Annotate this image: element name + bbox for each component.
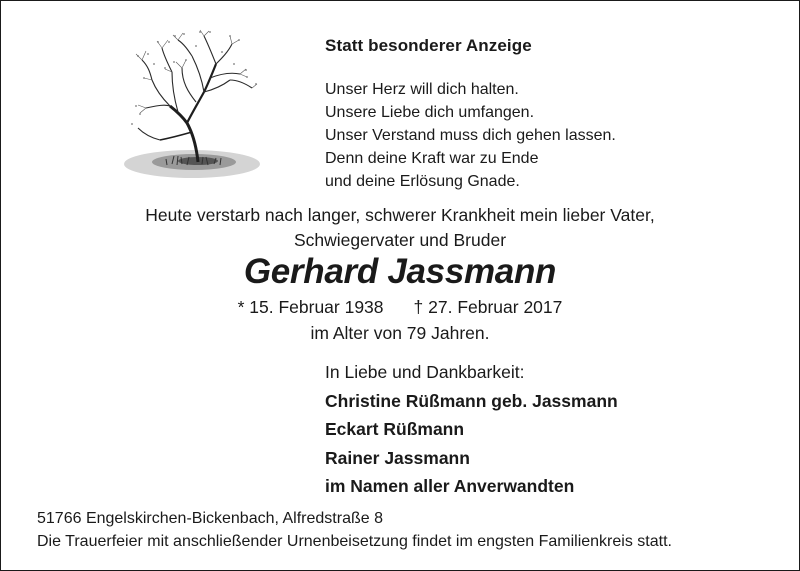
poem-line: Unser Verstand muss dich gehen lassen. [325,127,616,144]
announcement-line: Heute verstarb nach langer, schwerer Krankheit mein lieber Vater, [145,205,655,225]
poem-line: und deine Erlösung Gnade. [325,173,520,190]
notice-footer [37,507,672,553]
mourners-block [325,358,618,501]
death-announcement [0,203,800,253]
notice-heading: Statt besonderer Anzeige [325,36,532,55]
announcement-line: Schwiegervater und Bruder [293,230,507,250]
funeral-note: Die Trauerfeier mit anschließender Urnenbeisetzung findet im engsten Familienkreis statt. [37,533,672,550]
mourner-name: im Namen aller Anverwandten [325,476,575,496]
deceased-name: Gerhard Jassmann [243,252,557,291]
poem-line: Unser Herz will dich halten. [325,81,519,98]
poem-line: Unsere Liebe dich umfangen. [325,104,535,121]
family-address: 51766 Engelskirchen-Bickenbach, Alfredstraße 8 [37,510,383,527]
poem-line: Denn deine Kraft war zu Ende [325,150,539,167]
mourners-lead: In Liebe und Dankbarkeit: [325,362,525,382]
birth-date: * 15. Februar 1938 [237,297,384,317]
mourner-name: Eckart Rüßmann [325,419,465,439]
death-date: † 27. Februar 2017 [413,297,563,317]
mourner-name: Rainer Jassmann [325,447,470,468]
mourner-name: Christine Rüßmann geb. Jassmann [325,390,618,411]
bare-tree-illustration [112,28,262,188]
age-at-death: im Alter von 79 Jahren. [310,323,490,343]
life-dates [0,297,800,318]
poem [325,78,616,193]
